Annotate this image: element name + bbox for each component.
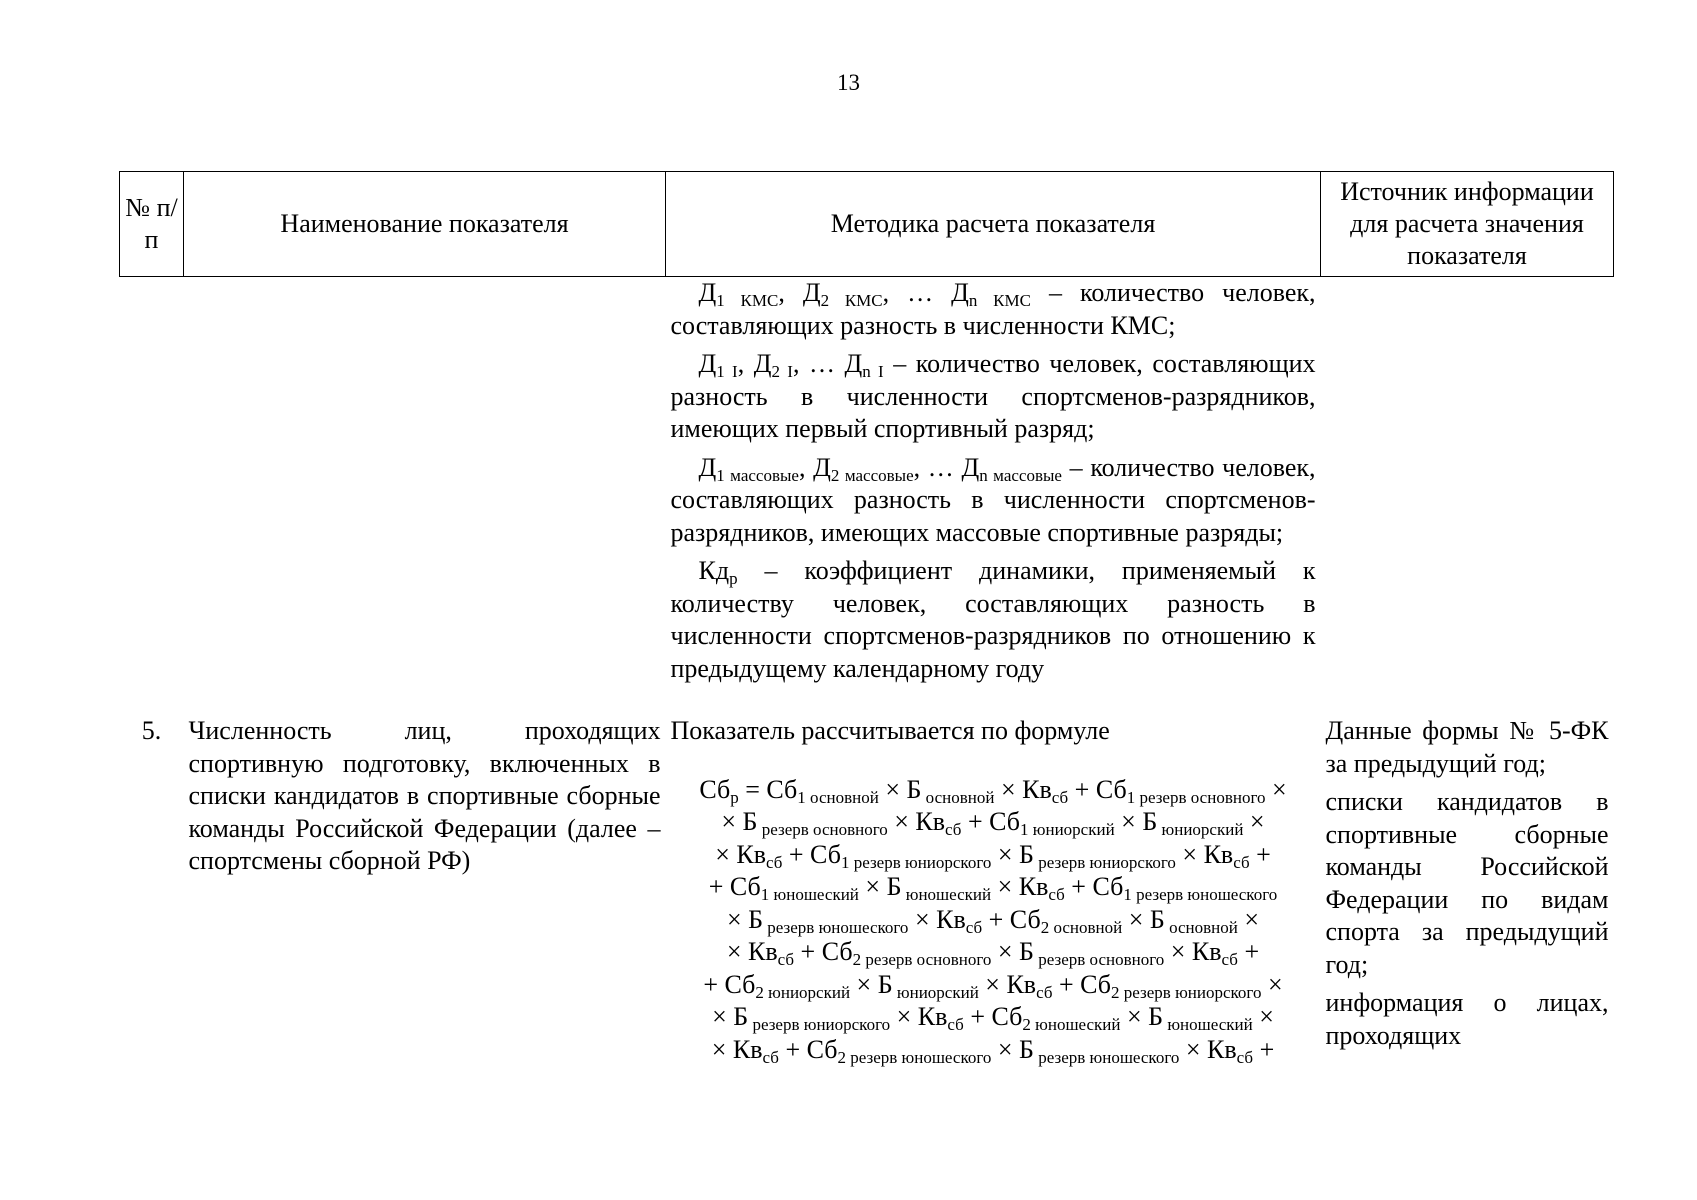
cell-source bbox=[1321, 277, 1614, 692]
header-method: Методика расчета показателя bbox=[666, 172, 1321, 277]
cell-name: Численность лиц, проходящих спортивную подготовку, включенных в списки кандидатов в спортивные сборные команды Российской Федерации (далее – спортсмены сборной РФ) bbox=[188, 716, 661, 875]
formula-line: × Б $_{резерв юношеского} \times Кв_{сб} + Сб_{2 основной} \times Б$ $_{основной}$ × bbox=[726, 904, 1260, 937]
table-row bbox=[120, 277, 1614, 692]
formula-line: + $Сб_{1 юношеский} \times Б$ $_{юношеский} \times Кв_{сб} + Сб_{1 резерв юношеского}$ bbox=[708, 872, 1278, 904]
formula-line: $Сб_р = Сб_{1 основной} \times Б$ $_{основной} \times Кв_{сб} + Сб_{1 резерв основного}$ × bbox=[699, 774, 1287, 807]
formula-line: × $Кв_{сб} + Сб_{2 резерв юношеского} \times Б$ $_{резерв юношеского} \times Кв_{сб}$ + bbox=[711, 1034, 1275, 1067]
method-intro: Показатель рассчитывается по формуле bbox=[670, 716, 1110, 745]
cell-name bbox=[184, 277, 666, 692]
header-source: Источник информации для расчета значения показателя bbox=[1321, 172, 1614, 277]
cell-number: 5. bbox=[141, 716, 162, 745]
cell-source bbox=[1321, 691, 1614, 1066]
definition-paragraph: $Д_{1 I}$, $Д_{2 I}$, … $Д_{n I}$ – количество человек, составляющих разность в численности спортсменов-разрядников, имеющих первый спортивный разряд; bbox=[670, 349, 1316, 443]
cell-method bbox=[666, 277, 1321, 692]
header-indicator-name: Наименование показателя bbox=[184, 172, 666, 277]
formula-line: × Б $_{резерв основного} \times Кв_{сб} + Сб_{1 юниорский} \times Б$ $_{юниорский}$ × bbox=[721, 807, 1265, 839]
source-item: информация о лицах, проходящих bbox=[1325, 988, 1609, 1050]
source-item: Данные формы № 5-ФК за предыдущий год; bbox=[1325, 716, 1609, 778]
formula bbox=[671, 774, 1316, 1067]
table-header bbox=[120, 172, 1614, 277]
definition-paragraph: $Кд_р$ – коэффициент динамики, применяемый к количеству человек, составляющих разность в численности спортсменов-разрядников по отношению к предыдущему календарному году bbox=[670, 556, 1316, 683]
cell-number bbox=[120, 277, 184, 692]
page-number: 13 bbox=[837, 70, 860, 95]
formula-line: × $Кв_{сб} + Сб_{2 резерв основного} \times Б$ $_{резерв основного} \times Кв_{сб}$ + bbox=[726, 937, 1260, 969]
cell-method bbox=[666, 691, 1321, 1066]
table-row bbox=[120, 691, 1614, 1066]
formula-line: × $Кв_{сб} + Сб_{1 резерв юниорского} \times Б$ $_{резерв юниорского} \times Кв_{сб}$ + bbox=[715, 839, 1271, 872]
header-number: № п/п bbox=[120, 172, 184, 277]
definition-paragraph: $Д_{1 массовые}$, $Д_{2 массовые}$, … $Д_{n массовые}$ – количество человек, составляющих разность в численности спортсменов-разрядников, имеющих массовые спортивные разряды; bbox=[670, 452, 1316, 547]
formula-line: + $Сб_{2 юниорский} \times Б$ $_{юниорский} \times Кв_{сб} + Сб_{2 резерв юниорского}$ × bbox=[703, 969, 1283, 1002]
source-item: списки кандидатов в спортивные сборные команды Российской Федерации по видам спорта за предыдущий год; bbox=[1325, 787, 1609, 979]
definition-paragraph: $Д_{1 КМС}$, $Д_{2 КМС}$, … $Д_{n КМС}$ – количество человек, составляющих разность в численности КМС; bbox=[670, 278, 1316, 340]
indicator-table bbox=[119, 171, 1614, 1066]
formula-line: × Б $_{резерв юниорского} \times Кв_{сб} + Сб_{2 юношеский} \times Б$ $_{юношеский}$ × bbox=[712, 1002, 1274, 1034]
